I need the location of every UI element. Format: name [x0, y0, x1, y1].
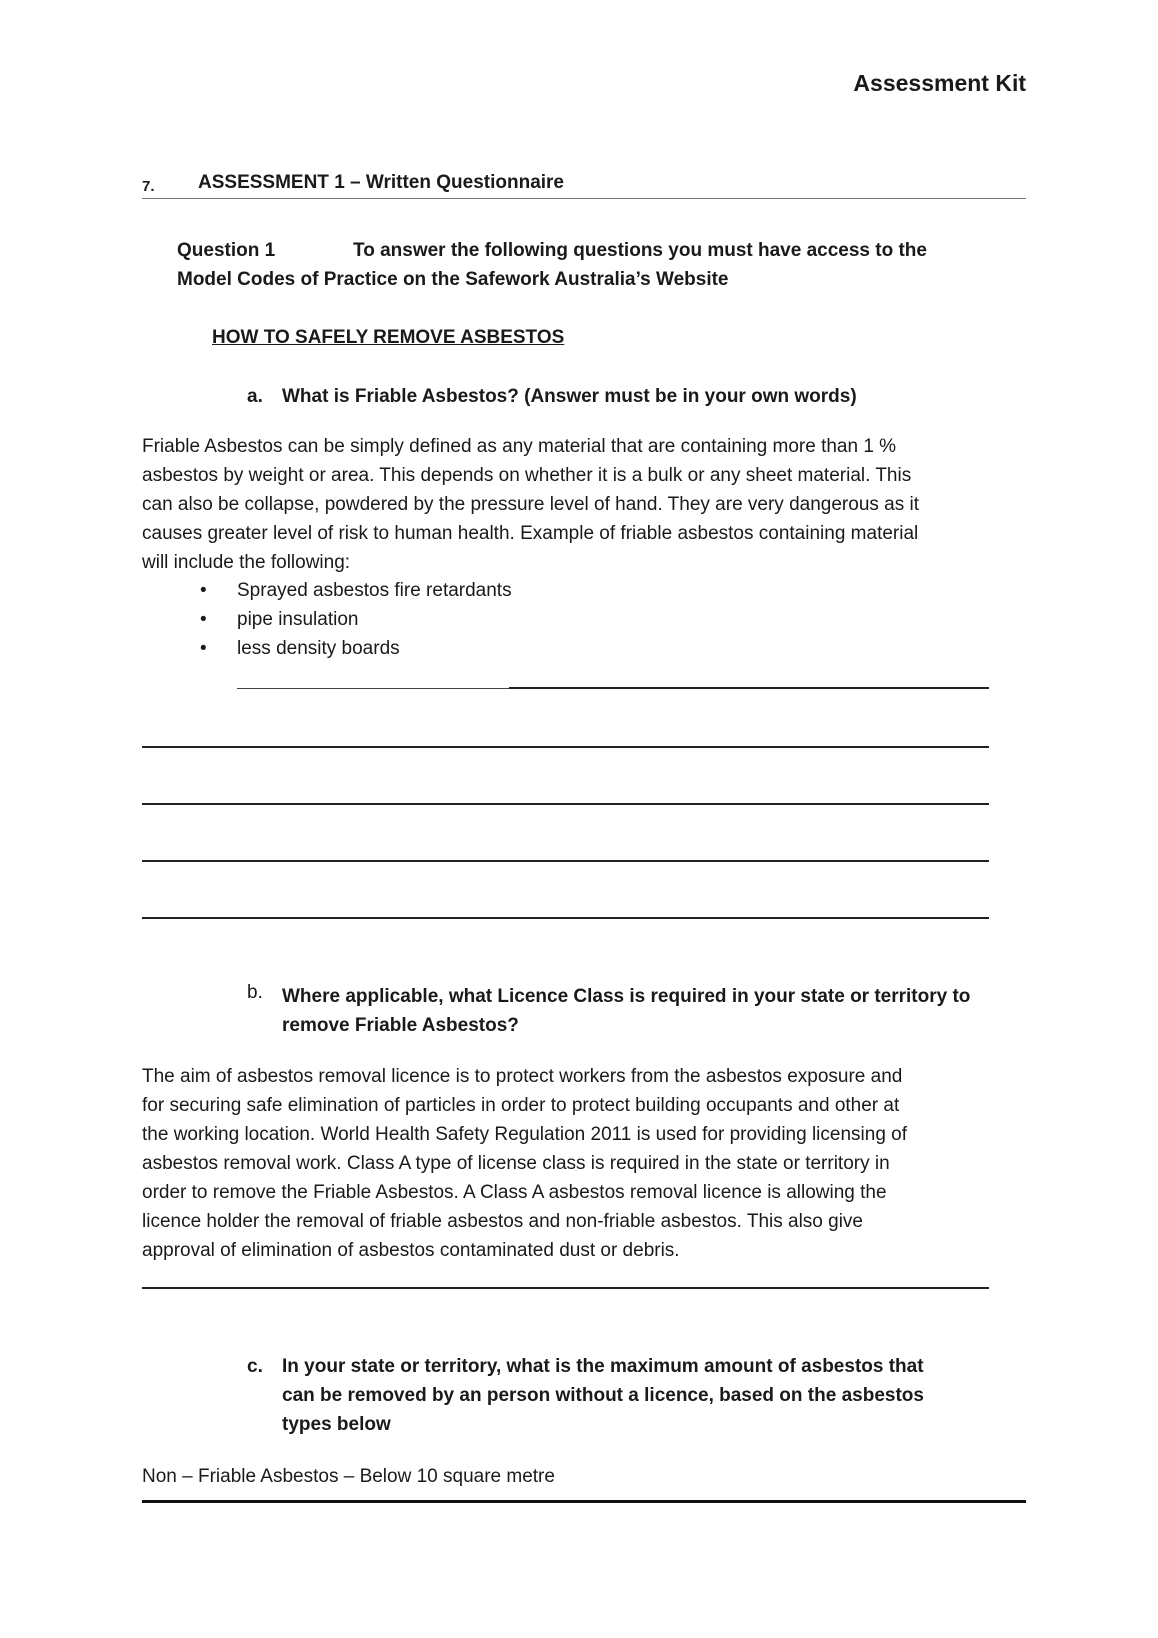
answer-rule [142, 860, 989, 862]
list-item [200, 576, 512, 605]
question-line: In your state or territory, what is the maximum amount of asbestos that [282, 1356, 924, 1377]
answer-rule [142, 1287, 989, 1289]
part-b-letter: b. [247, 982, 263, 1003]
answer-line: order to remove the Friable Asbestos. A Class A asbestos removal licence is allowing the [142, 1182, 887, 1203]
part-c-question [282, 1352, 924, 1439]
answer-line: for securing safe elimination of particles in order to protect building occupants and other at [142, 1095, 900, 1116]
list-item-text: Sprayed asbestos fire retardants [237, 580, 512, 601]
list-item-text: less density boards [237, 638, 400, 659]
answer-rule [142, 746, 989, 748]
question-intro-line-2: Model Codes of Practice on the Safework Australia’s Website [177, 269, 729, 290]
part-a-question: What is Friable Asbestos? (Answer must be in your own words) [282, 386, 857, 407]
answer-rule [142, 917, 989, 919]
question-line: types below [282, 1414, 391, 1435]
question-label: Question 1 [177, 240, 276, 261]
answer-line: causes greater level of risk to human health. Example of friable asbestos containing material [142, 523, 919, 544]
answer-line: the working location. World Health Safety Regulation 2011 is used for providing licensing of [142, 1124, 908, 1145]
part-c-letter: c. [247, 1356, 263, 1377]
part-c-answer: Non – Friable Asbestos – Below 10 square metre [142, 1466, 555, 1487]
section-title: ASSESSMENT 1 – Written Questionnaire [198, 172, 565, 193]
answer-line: licence holder the removal of friable asbestos and non-friable asbestos. This also give [142, 1211, 863, 1232]
section-number: 7. [142, 178, 155, 195]
section-divider [142, 198, 1026, 199]
list-item-text: pipe insulation [237, 609, 359, 630]
bullet-icon: • [200, 609, 207, 630]
answer-rule [509, 687, 989, 689]
answer-line: The aim of asbestos removal licence is to protect workers from the asbestos exposure and [142, 1066, 903, 1087]
answer-line: will include the following: [142, 552, 351, 573]
list-item [200, 634, 512, 663]
topic-subheading: HOW TO SAFELY REMOVE ASBESTOS [212, 327, 565, 348]
answer-rule-bottom [142, 1500, 1026, 1503]
example-list [200, 576, 512, 663]
list-item [200, 605, 512, 634]
answer-line: asbestos by weight or area. This depends on whether it is a bulk or any sheet material. This [142, 465, 912, 486]
question-line: Where applicable, what Licence Class is required in your state or territory to [282, 986, 971, 1007]
answer-line: approval of elimination of asbestos contaminated dust or debris. [142, 1240, 680, 1261]
answer-rule [142, 803, 989, 805]
bullet-icon: • [200, 638, 207, 659]
part-a-answer [142, 432, 1032, 577]
document-header-title: Assessment Kit [853, 70, 1026, 96]
question-intro-line-1: To answer the following questions you must have access to the [353, 240, 927, 261]
part-a-letter: a. [247, 386, 263, 407]
bullet-icon: • [200, 580, 207, 601]
answer-line: Friable Asbestos can be simply defined as any material that are containing more than 1 % [142, 436, 897, 457]
part-b-answer [142, 1062, 1032, 1265]
question-line: can be removed by an person without a licence, based on the asbestos [282, 1385, 924, 1406]
part-b-question [282, 982, 970, 1040]
answer-line: asbestos removal work. Class A type of license class is required in the state or territory in [142, 1153, 890, 1174]
question-line: remove Friable Asbestos? [282, 1015, 519, 1036]
answer-rule [237, 688, 509, 689]
answer-line: can also be collapse, powdered by the pressure level of hand. They are very dangerous as it [142, 494, 920, 515]
